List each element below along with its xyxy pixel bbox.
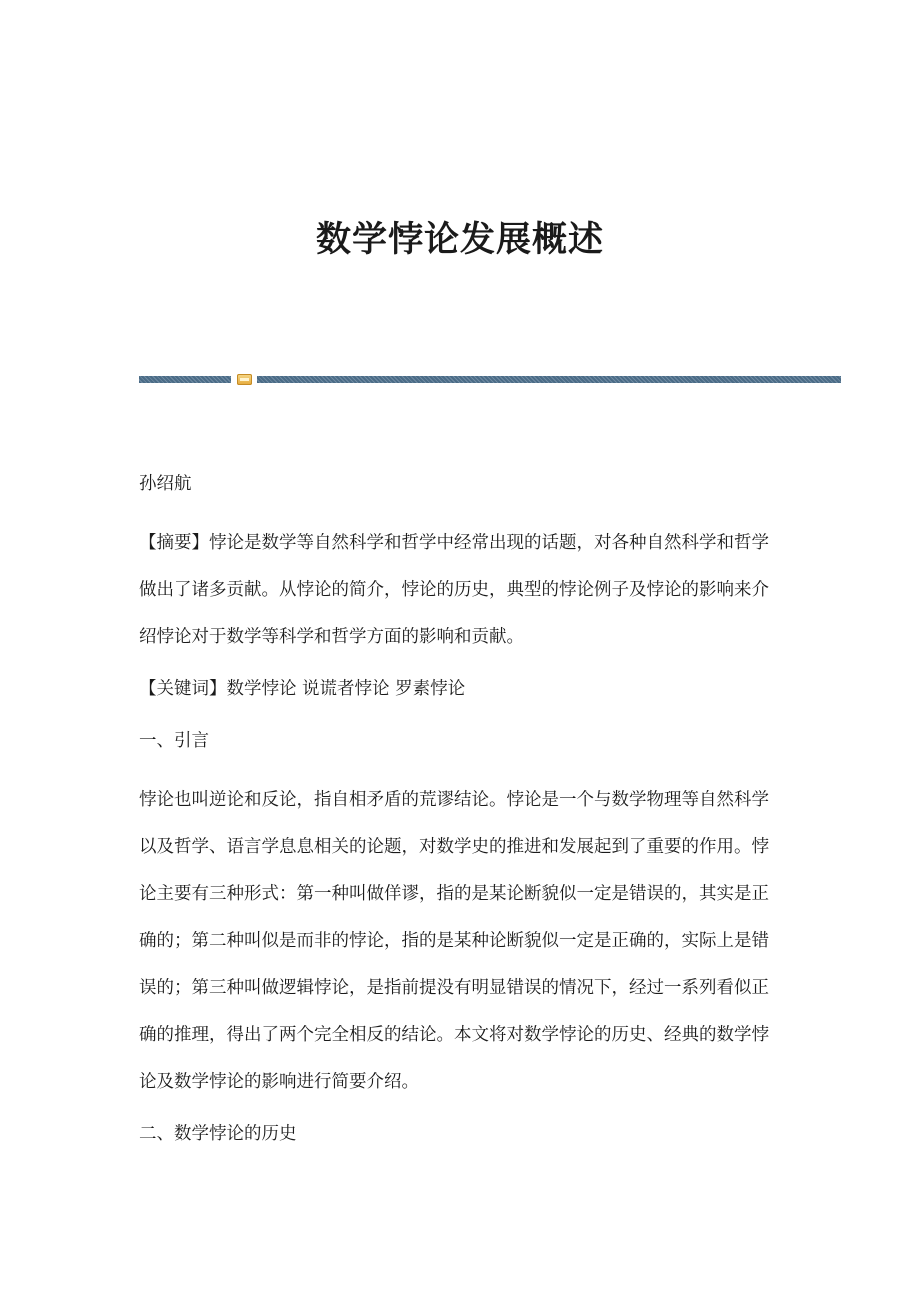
divider-bar-left	[139, 376, 231, 383]
author-name: 孙绍航	[139, 474, 192, 494]
document-body	[139, 468, 779, 1170]
section-heading-history: 二、数学悖论的历史	[139, 1124, 297, 1144]
title-divider	[139, 374, 841, 384]
document-title: 数学悖论发展概述	[315, 219, 604, 260]
keywords-line: 【关键词】数学悖论 说谎者悖论 罗素悖论	[139, 679, 466, 699]
abstract-paragraph: 【摘要】悖论是数学等自然科学和哲学中经常出现的话题，对各种自然科学和哲学做出了诸多贡献。从悖论的简介，悖论的历史，典型的悖论例子及悖论的影响来介绍悖论对于数学等科学和哲学方面的影响和贡献。	[139, 533, 769, 647]
introduction-paragraph: 悖论也叫逆论和反论，指自相矛盾的荒谬结论。悖论是一个与数学物理等自然科学以及哲学、语言学息息相关的论题，对数学史的推进和发展起到了重要的作用。悖论主要有三种形式：第一种叫做佯谬，指的是某论断貌似一定是错误的，其实是正确的；第二种叫似是而非的悖论，指的是某种论断貌似一定是正确的，实际上是错误的；第三种叫做逻辑悖论，是指前提没有明显错误的情况下，经过一系列看似正确的推理，得出了两个完全相反的结论。本文将对数学悖论的历史、经典的数学悖论及数学悖论的影响进行简要介绍。	[139, 790, 769, 1092]
divider-ornament-icon	[237, 374, 252, 385]
section-heading-introduction: 一、引言	[139, 731, 209, 751]
divider-bar-right	[257, 376, 841, 383]
